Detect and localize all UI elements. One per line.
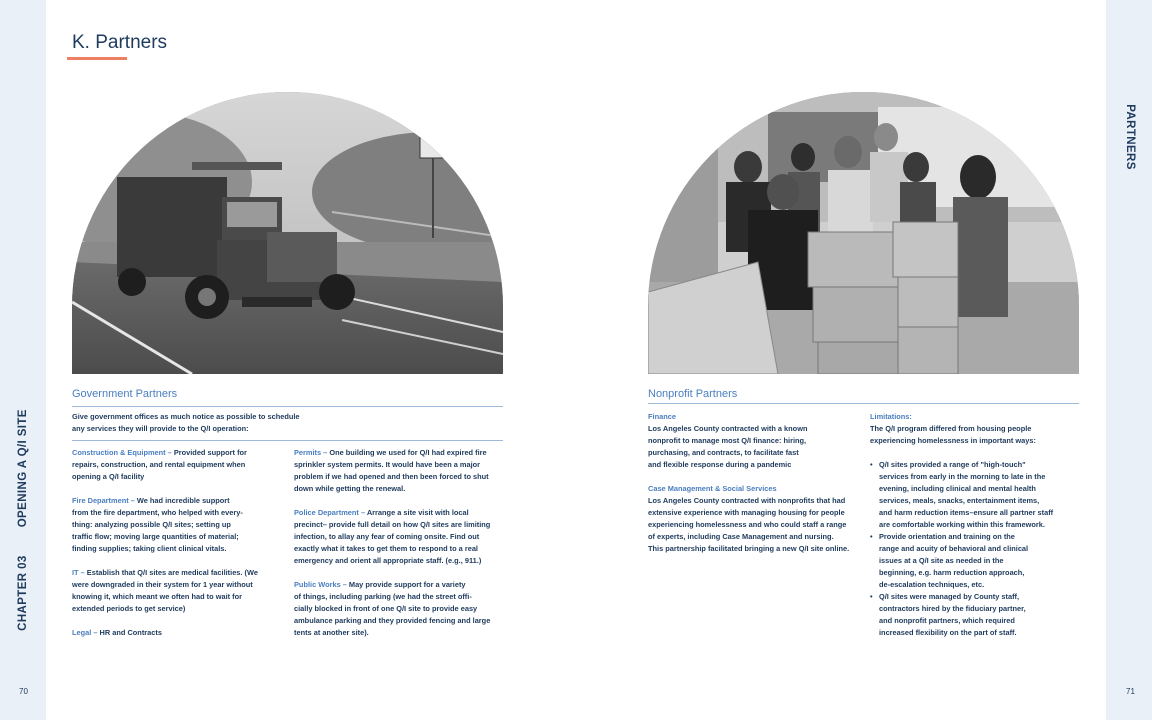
government-partners-heading: Government Partners xyxy=(72,388,178,400)
nonprofit-column-1 xyxy=(648,411,868,555)
item-text: purchasing, and contracts, to facilitate fast xyxy=(648,448,799,457)
government-intro xyxy=(72,411,503,435)
item-text: finding supplies; taking client clinical vitals. xyxy=(72,544,227,553)
item-label: Police Department – xyxy=(294,508,367,517)
item-text: and flexible response during a pandemic xyxy=(648,460,792,469)
item-text: We had incredible support xyxy=(136,496,230,505)
government-intro-line: any services they will provide to the Q/I operation: xyxy=(72,424,249,433)
bullet-line: contractors hired by the fiduciary partner, xyxy=(879,604,1026,613)
limitations-bullet xyxy=(870,591,1080,639)
item-label: Legal – xyxy=(72,628,100,637)
item-label: IT – xyxy=(72,568,87,577)
nonprofit-partners-heading: Nonprofit Partners xyxy=(648,388,738,400)
public-works-item xyxy=(294,579,506,639)
item-text: of things, including parking (we had the street offi- xyxy=(294,592,472,601)
chapter-label xyxy=(17,409,29,631)
limitations-bullet xyxy=(870,459,1080,531)
item-text: problem if we had opened and then been forced to shut xyxy=(294,472,489,481)
bullet-line: beginning, e.g. harm reduction approach, xyxy=(879,568,1025,577)
fire-department-item xyxy=(72,495,287,555)
bullet-line: range and acuity of behavioral and clinical xyxy=(879,544,1029,553)
government-heading-rule xyxy=(72,406,503,407)
item-label: Case Management & Social Services xyxy=(648,484,777,493)
bullet-line: and harm reduction items–ensure all partner staff xyxy=(879,508,1054,517)
item-text: tents at another site). xyxy=(294,628,369,637)
item-text: One building we used for Q/I had expired fire xyxy=(329,448,487,457)
item-text: exactly what it takes to get them to respond to a real xyxy=(294,544,478,553)
police-department-item xyxy=(294,507,506,567)
limitations-intro-line: The Q/I program differed from housing people xyxy=(870,424,1032,433)
item-text: This partnership facilitated bringing a new Q/I site online. xyxy=(648,544,850,553)
bullet-line: evening, including clinical and mental health xyxy=(879,484,1036,493)
bullet-line: increased flexibility on the part of staff. xyxy=(879,628,1017,637)
bullet-line: are comfortable working within this framework. xyxy=(879,520,1045,529)
government-column-1 xyxy=(72,447,287,639)
item-text: extensive experience with managing housing for people xyxy=(648,508,845,517)
item-text: Establish that Q/I sites are medical facilities. (We xyxy=(86,568,258,577)
item-text: traffic flow; moving large quantities of material; xyxy=(72,532,239,541)
item-text: Los Angeles County contracted with nonprofits that had xyxy=(648,496,846,505)
item-text: cially blocked in front of one Q/I site to provide easy xyxy=(294,604,478,613)
item-text: opening a Q/I facility xyxy=(72,472,145,481)
page-number-left: 70 xyxy=(19,687,28,696)
item-text: emergency and orient all appropriate staff. (e.g., 911.) xyxy=(294,556,482,565)
nonprofit-volunteers-photo xyxy=(648,92,1079,374)
item-text: sprinkler system permits. It would have been a major xyxy=(294,460,481,469)
limitations-column xyxy=(870,411,1080,639)
finance-item xyxy=(648,411,868,471)
permits-item xyxy=(294,447,506,495)
item-text: nonprofit to manage most Q/I finance: hiring, xyxy=(648,436,807,445)
item-text: from the fire department, who helped with every- xyxy=(72,508,243,517)
item-label: Public Works – xyxy=(294,580,349,589)
limitations-intro xyxy=(870,411,1080,447)
case-management-item xyxy=(648,483,868,555)
it-item xyxy=(72,567,287,615)
item-text: of experts, including Case Management and nursing. xyxy=(648,532,834,541)
item-text: Provided support for xyxy=(173,448,247,457)
item-text: precinct– provide full detail on how Q/I sites are limiting xyxy=(294,520,491,529)
item-label: Finance xyxy=(648,412,676,421)
bullet-line: • Q/I sites provided a range of "high-touch" xyxy=(879,460,1026,469)
limitations-label: Limitations: xyxy=(870,412,912,421)
item-text: infection, to allay any fear of coming onsite. Find out xyxy=(294,532,480,541)
limitations-bullet xyxy=(870,531,1080,591)
item-label: Construction & Equipment – xyxy=(72,448,174,457)
item-text: Los Angeles County contracted with a known xyxy=(648,424,808,433)
section-tab-label: PARTNERS xyxy=(1124,104,1136,170)
nonprofit-heading-rule xyxy=(648,403,1079,404)
bullet-line: services, meals, snacks, entertainment items, xyxy=(879,496,1040,505)
government-intro-line: Give government offices as much notice as possible to schedule xyxy=(72,412,300,421)
item-text: thing: analyzing possible Q/I sites; setting up xyxy=(72,520,231,529)
item-text: repairs, construction, and rental equipment when xyxy=(72,460,246,469)
page-title: K. Partners xyxy=(72,32,168,53)
item-text: were downgraded in their system for 1 year without xyxy=(72,580,253,589)
chapter-number: CHAPTER 03 xyxy=(17,555,29,631)
government-column-2 xyxy=(294,447,506,639)
item-text: May provide support for a variety xyxy=(348,580,466,589)
title-underline xyxy=(67,57,127,60)
legal-item xyxy=(72,627,287,639)
item-text: down while getting the renewal. xyxy=(294,484,406,493)
item-label: Fire Department – xyxy=(72,496,137,505)
construction-equipment-item xyxy=(72,447,287,483)
bullet-line: and nonprofit partners, which required xyxy=(879,616,1015,625)
item-text: experiencing homelessness and who could staff a range xyxy=(648,520,847,529)
bullet-line: services from early in the morning to late in the xyxy=(879,472,1046,481)
bullet-line: • Provide orientation and training on the xyxy=(879,532,1015,541)
government-intro-rule xyxy=(72,440,503,441)
bullet-line: • Q/I sites were managed by County staff, xyxy=(879,592,1020,601)
chapter-section: OPENING A Q/I SITE xyxy=(17,409,29,528)
item-text: ambulance parking and they provided fencing and large xyxy=(294,616,491,625)
item-text: extended periods to get service) xyxy=(72,604,186,613)
limitations-list xyxy=(870,459,1080,639)
fire-truck-photo xyxy=(72,92,503,374)
bullet-line: de-escalation techniques, etc. xyxy=(879,580,985,589)
item-label: Permits – xyxy=(294,448,330,457)
page-number-right: 71 xyxy=(1126,687,1135,696)
item-text: HR and Contracts xyxy=(99,628,162,637)
item-text: knowing it, which meant we often had to wait for xyxy=(72,592,242,601)
bullet-line: issues at a Q/I site as needed in the xyxy=(879,556,1004,565)
item-text: Arrange a site visit with local xyxy=(366,508,469,517)
limitations-intro-line: experiencing homelessness in important ways: xyxy=(870,436,1036,445)
